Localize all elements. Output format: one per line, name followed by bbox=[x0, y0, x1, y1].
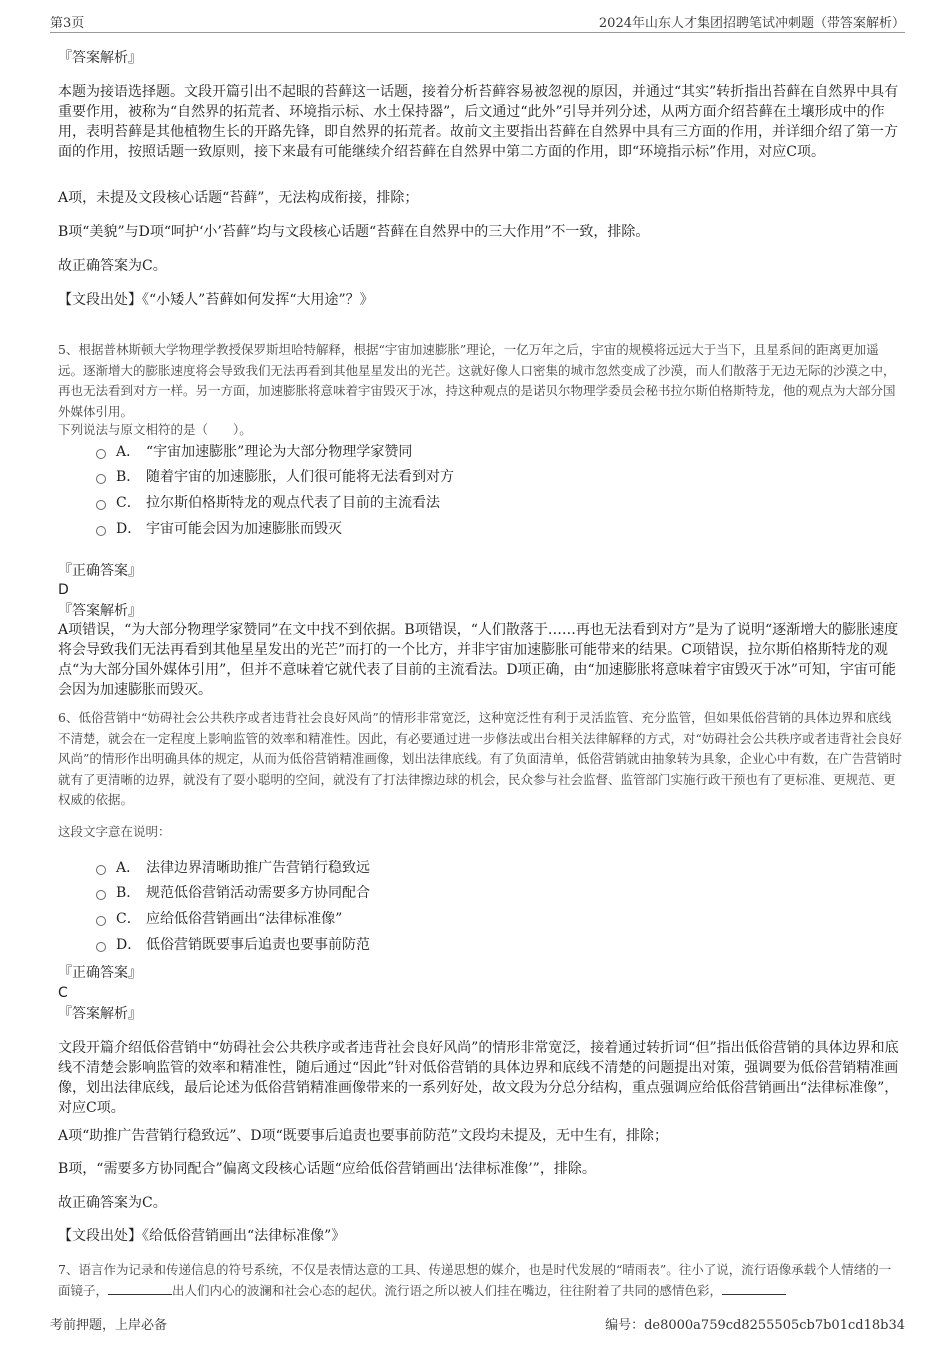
fill-blank[interactable] bbox=[108, 1282, 172, 1295]
question-6-option-b[interactable]: B． 规范低俗营销活动需要多方协同配合 bbox=[96, 883, 370, 903]
page-header bbox=[50, 12, 905, 33]
analysis-label: 『答案解析』 bbox=[58, 603, 142, 619]
option-bd-note: B项“美貌”与D项“呵护‘小’苔藓”均与文段核心话题“苔藓在自然界中的三大作用”不一致，排除。 bbox=[58, 224, 650, 240]
source-citation: 【文段出处】《给低俗营销画出“法律标准像”》 bbox=[58, 1228, 346, 1244]
radio-icon[interactable] bbox=[96, 449, 106, 459]
analysis-label: 『答案解析』 bbox=[58, 50, 142, 66]
source-citation: 【文段出处】《“小矮人”苔藓如何发挥“大用途”？》 bbox=[58, 292, 374, 308]
question-5-option-d[interactable]: D． 宇宙可能会因为加速膨胀而毁灭 bbox=[96, 519, 342, 539]
radio-icon[interactable] bbox=[96, 500, 106, 510]
correct-answer: D bbox=[58, 582, 69, 598]
conclusion: 故正确答案为C。 bbox=[58, 1195, 167, 1211]
option-b-note: B项，“需要多方协同配合”偏离文段核心话题“应给低俗营销画出‘法律标准像’”，排除。 bbox=[58, 1161, 596, 1177]
radio-icon[interactable] bbox=[96, 474, 106, 484]
radio-icon[interactable] bbox=[96, 526, 106, 536]
document-title: 2024年山东人才集团招聘笔试冲刺题（带答案解析） bbox=[598, 16, 905, 31]
conclusion: 故正确答案为C。 bbox=[58, 258, 167, 274]
option-ad-note: A项“助推广告营销行稳致远”、D项“既要事后追责也要事前防范”文段均未提及，无中生有，排除； bbox=[58, 1128, 668, 1144]
question-6-stem: 6、低俗营销中“妨碍社会公共秩序或者违背社会良好风尚”的情形非常宽泛，这种宽泛性有利于灵活监管、充分监管，但如果低俗营销的具体边界和底线不清楚，就会在一定程度上影响监管的效率和精准性。因此，有必要通过进一步修法或出台相关法律解释的方式，对“妨碍社会公共秩序或者违背社会良好风尚”的情形作出明确具体的规定，从而为低俗营销精准画像，划出法律底线。有了负面清单，低俗营销就由抽象转为具象，企业心中有数，在广告营销时就有了更清晰的边界，就没有了耍小聪明的空间，就没有了打法律擦边球的机会，民众参与社会监督、监管部门实施行政干预也有了更标准、更规范、更权威的依据。 bbox=[58, 710, 902, 807]
question-6-option-d[interactable]: D． 低俗营销既要事后追责也要事前防范 bbox=[96, 935, 370, 955]
radio-icon[interactable] bbox=[96, 890, 106, 900]
analysis-paragraph: 本题为接语选择题。文段开篇引出不起眼的苔藓这一话题，接着分析苔藓容易被忽视的原因，并通过“其实”转折指出苔藓在自然界中具有重要作用，被称为“自然界的拓荒者、环境指示标、水土保持器”，后文通过“此外”引导并列分述，从两方面介绍苔藓在土壤形成中的作用，表明苔藓是其他植物生长的开路先锋，即自然界的拓荒者。故前文主要指出苔藓在自然界中具有三方面的作用，并详细介绍了第一方面的作用，按照话题一致原则，接下来最有可能继续介绍苔藓在自然界中第二方面的作用，即“环境指示标”作用，对应C项。 bbox=[58, 84, 899, 160]
radio-icon[interactable] bbox=[96, 942, 106, 952]
question-6-option-a[interactable]: A． 法律边界清晰助推广告营销行稳致远 bbox=[96, 858, 370, 878]
question-6-analysis: 文段开篇介绍低俗营销中“妨碍社会公共秩序或者违背社会良好风尚”的情形非常宽泛，接着通过转折词“但”指出低俗营销的具体边界和底线不清楚会影响监管的效率和精准性，随后通过“因此”针对低俗营销的具体边界和底线不清楚的问题提出对策，强调要为低俗营销精准画像，划出法律底线，最后论述为低俗营销精准画像带来的一系列好处，故文段为分总分结构，重点强调应给低俗营销画出“法律标准像”，对应C项。 bbox=[58, 1040, 899, 1116]
question-6-option-c[interactable]: C． 应给低俗营销画出“法律标准像” bbox=[96, 909, 342, 929]
fill-blank[interactable] bbox=[722, 1282, 786, 1295]
correct-answer-label: 『正确答案』 bbox=[58, 965, 142, 981]
radio-icon[interactable] bbox=[96, 865, 106, 875]
page-number: 第3页 bbox=[50, 16, 85, 31]
correct-answer: C bbox=[58, 985, 68, 1001]
option-a-note: A项，未提及文段核心话题“苔藓”，无法构成衔接，排除； bbox=[58, 190, 419, 206]
question-5-option-b[interactable]: B． 随着宇宙的加速膨胀，人们很可能将无法看到对方 bbox=[96, 467, 454, 487]
page-footer bbox=[50, 1314, 905, 1332]
question-5-option-a[interactable]: A． “宇宙加速膨胀”理论为大部分物理学家赞同 bbox=[96, 442, 412, 462]
question-7-stem: 7、语言作为记录和传递信息的符号系统，不仅是表情达意的工具、传递思想的媒介，也是时代发展的“晴雨表”。往小了说，流行语像承载个人情绪的一面镜子， 出人们内心的波澜和社会心态的起伏。流行语之所以被人们挂在嘴边，往往附着了共同的感情色彩， bbox=[58, 1262, 892, 1298]
question-5-analysis: A项错误，“为大部分物理学家赞同”在文中找不到依据。B项错误，“人们散落于……再也无法看到对方”是为了说明“逐渐增大的膨胀速度将会导致我们无法再看到其他星星发出的光芒”而打的一个比方，并非宇宙加速膨胀可能带来的结果。C项错误，拉尔斯伯格斯特龙的观点“为大部分国外媒体引用”，但并不意味着它就代表了目前的主流看法。D项正确，由“加速膨胀将意味着宇宙毁灭于冰”可知，宇宙可能会因为加速膨胀而毁灭。 bbox=[58, 622, 899, 698]
question-5-prompt: 下列说法与原文相符的是（ ）。 bbox=[58, 422, 252, 437]
question-6-prompt: 这段文字意在说明： bbox=[58, 824, 171, 839]
footer-slogan: 考前押题，上岸必备 bbox=[50, 1318, 168, 1333]
radio-icon[interactable] bbox=[96, 916, 106, 926]
question-5-option-c[interactable]: C． 拉尔斯伯格斯特龙的观点代表了目前的主流看法 bbox=[96, 493, 440, 513]
analysis-label: 『答案解析』 bbox=[58, 1006, 142, 1022]
correct-answer-label: 『正确答案』 bbox=[58, 563, 142, 579]
document-id: 编号：de8000a759cd8255505cb7b01cd18b34 bbox=[605, 1318, 905, 1333]
question-5-stem: 5、根据普林斯顿大学物理学教授保罗斯坦哈特解释，根据“宇宙加速膨胀”理论，一亿万年之后，宇宙的规模将远远大于当下，且星系间的距离更加遥远。逐渐增大的膨胀速度将会导致我们无法再看到其他星星发出的光芒。这就好像人口密集的城市忽然变成了沙漠，而人们散落于无边无际的沙漠之中，再也无法看到对方一样。另一方面，加速膨胀将意味着宇宙毁灭于冰，持这种观点的是诺贝尔物理学委员会秘书拉尔斯伯格斯特龙，他的观点为大部分国外媒体引用。 bbox=[58, 342, 896, 419]
